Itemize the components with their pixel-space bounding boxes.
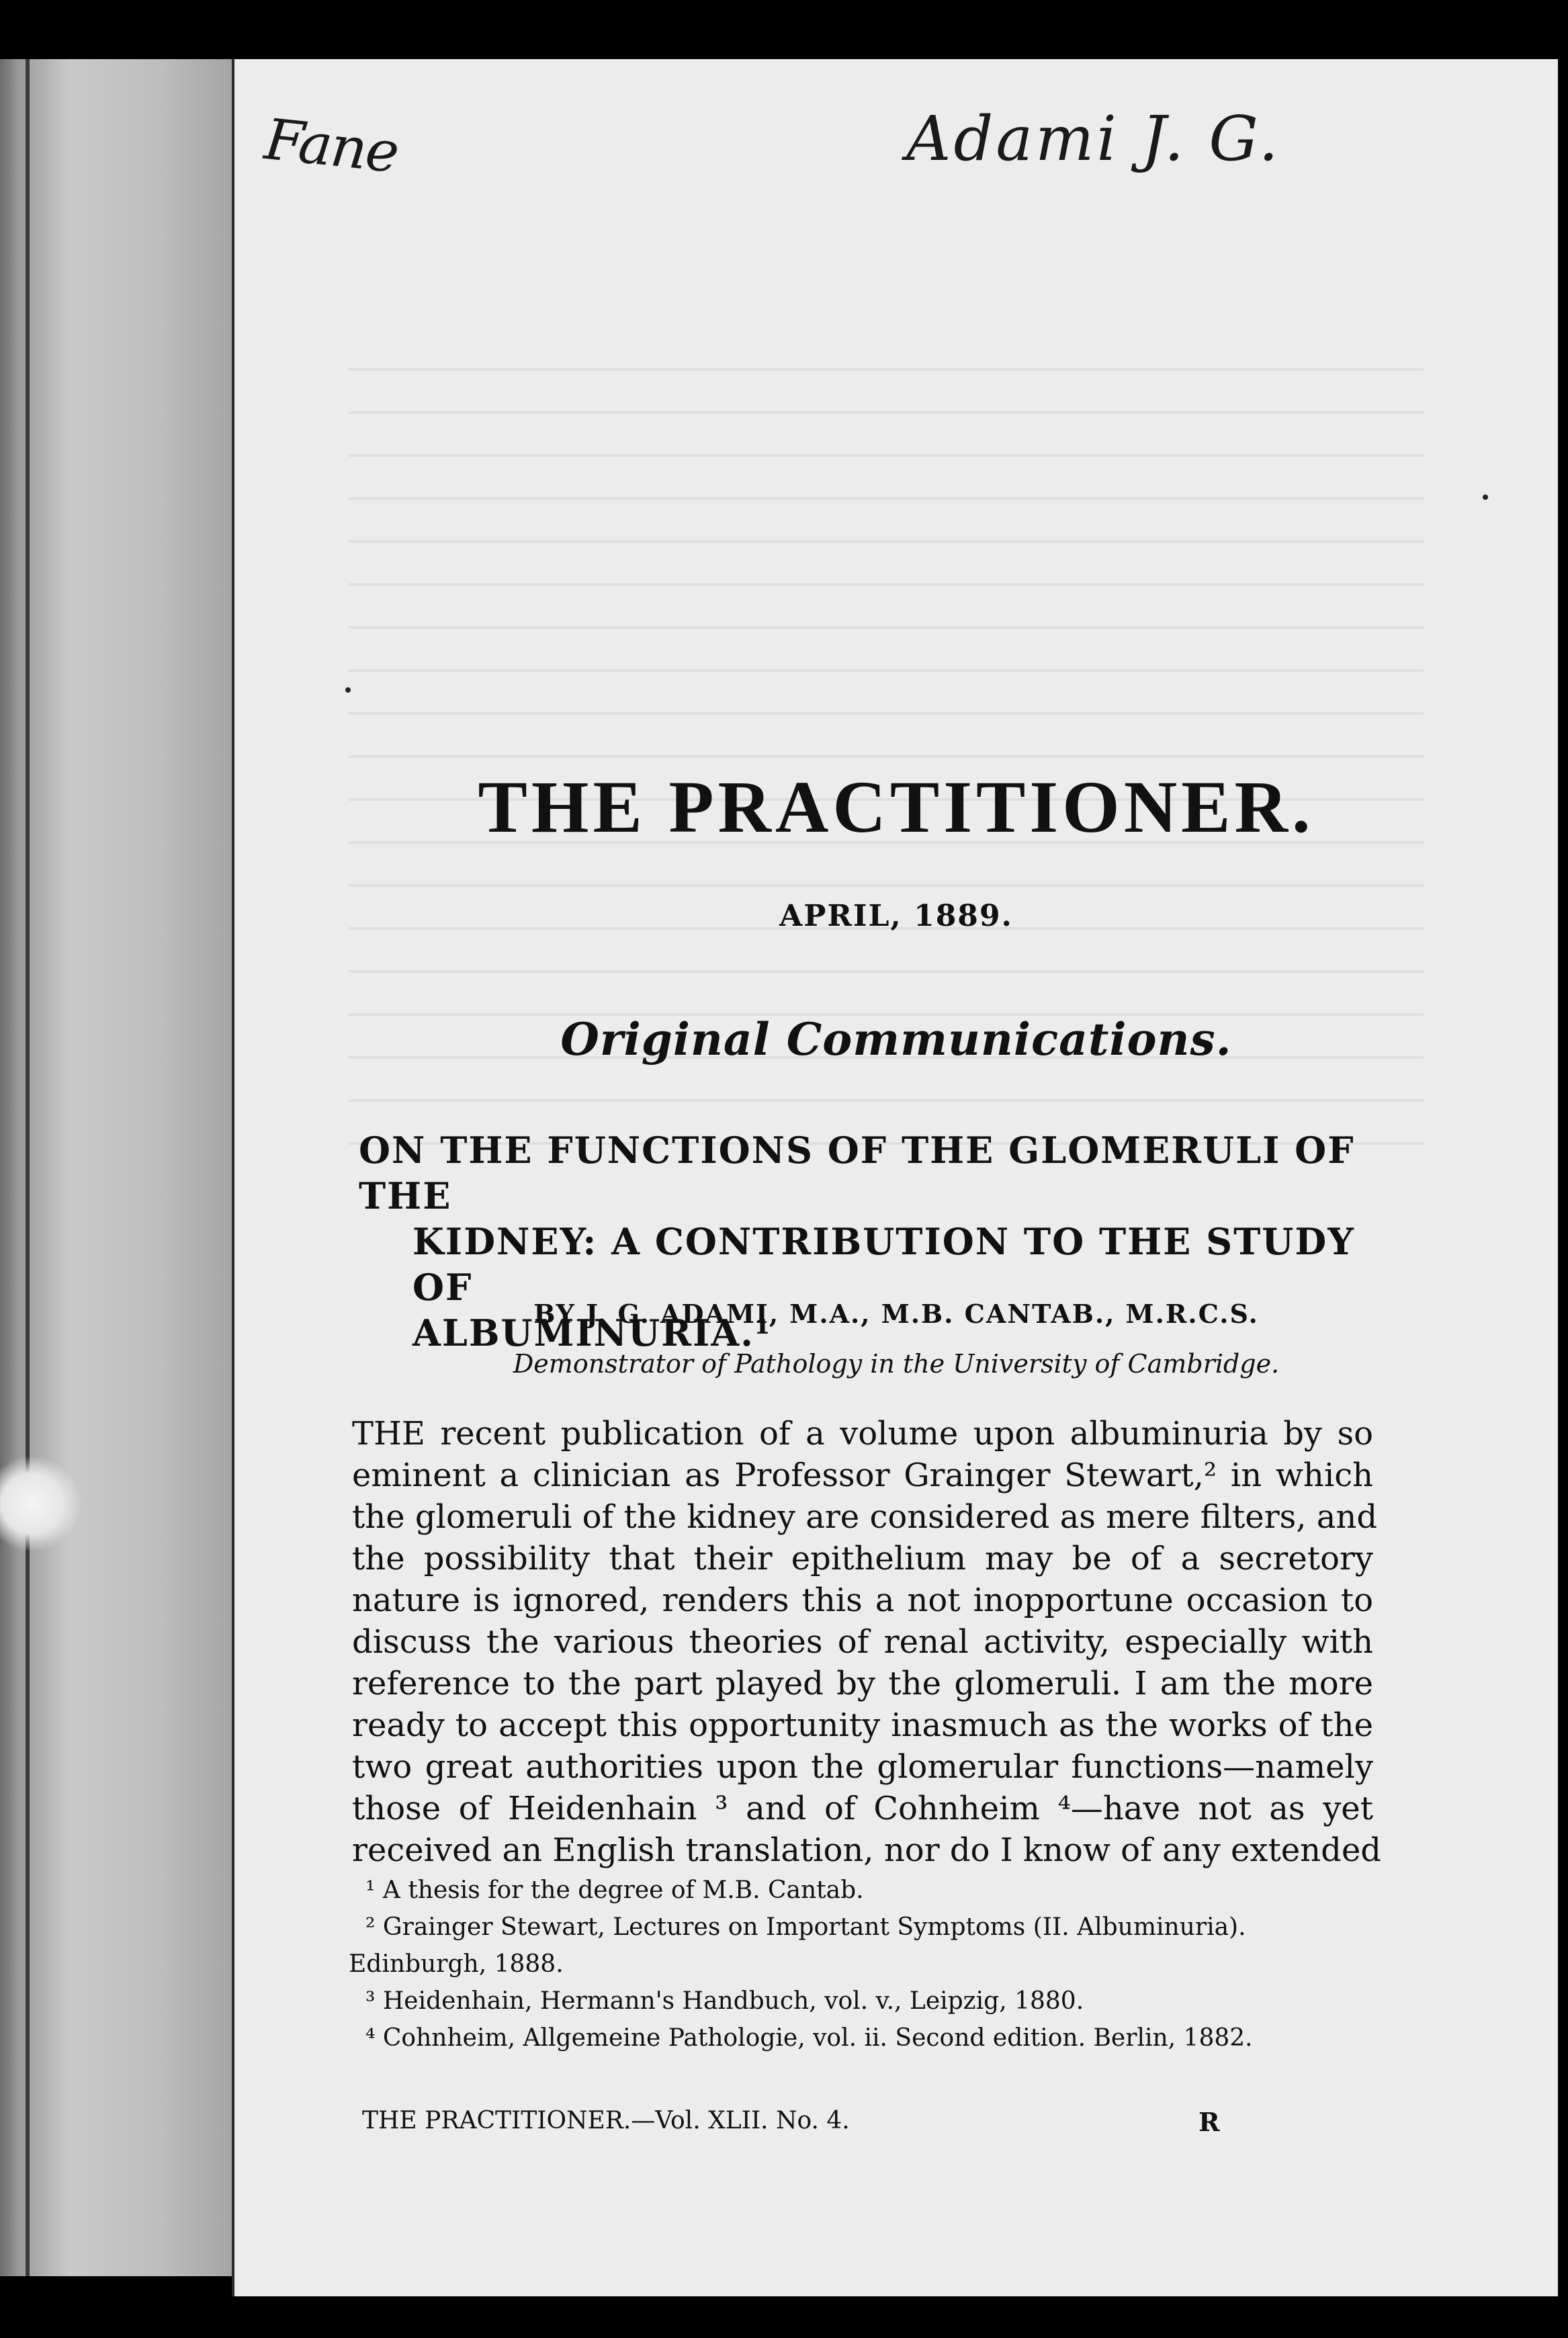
handwritten-note-left: Fane <box>261 105 402 186</box>
body-line: the glomeruli of the kidney are considered as mere filters, and <box>352 1498 1378 1536</box>
body-line: received an English translation, nor do I know of any extended <box>352 1831 1381 1869</box>
ink-speck <box>1483 494 1488 500</box>
journal-title: THE PRACTITIONER. <box>478 766 1315 848</box>
book-binding-gutter <box>0 59 232 2276</box>
body-line: discuss the various theories of renal activity, especially with <box>352 1623 1373 1661</box>
body-line: ready to accept this opportunity inasmuch as the works of the <box>352 1706 1373 1744</box>
footnote: ² Grainger Stewart, Lectures on Important Symptoms (II. Albuminuria). <box>365 1913 1246 1941</box>
footnote: Edinburgh, 1888. <box>349 1950 564 1978</box>
body-line: eminent a clinician as Professor Grainger Stewart,² in which <box>352 1457 1373 1494</box>
author-byline: BY J. G. ADAMI, M.A., M.B. CANTAB., M.R.C.S. <box>533 1299 1259 1329</box>
body-line: two great authorities upon the glomerular functions—namely <box>352 1748 1373 1786</box>
paper-blemish <box>0 1457 81 1551</box>
signature-mark: R <box>1199 2107 1220 2137</box>
footnote: ³ Heidenhain, Hermann's Handbuch, vol. v., Leipzig, 1880. <box>365 1987 1084 2015</box>
gutter-fold <box>26 59 30 2276</box>
body-line: THE recent publication of a volume upon albuminuria by so <box>352 1415 1373 1453</box>
author-affiliation: Demonstrator of Pathology in the University of Cambridge. <box>513 1349 1280 1379</box>
footnote: ¹ A thesis for the degree of M.B. Cantab. <box>365 1876 864 1904</box>
running-footer: THE PRACTITIONER.—Vol. XLII. No. 4. <box>362 2107 850 2134</box>
handwritten-note-right: Adami J. G. <box>906 103 1281 175</box>
ink-speck <box>345 687 351 693</box>
article-title-line: ALBUMINURIA.¹ <box>412 1311 772 1354</box>
body-line: the possibility that their epithelium may be of a secretory <box>352 1540 1373 1577</box>
footnote: ⁴ Cohnheim, Allgemeine Pathologie, vol. ii. Second edition. Berlin, 1882. <box>365 2024 1253 2052</box>
issue-date: APRIL, 1889. <box>779 899 1013 933</box>
body-line: those of Heidenhain ³ and of Cohnheim ⁴—have not as yet <box>352 1790 1373 1827</box>
article-title-line: ON THE FUNCTIONS OF THE GLOMERULI OF THE <box>359 1129 1355 1217</box>
page <box>232 59 1558 2296</box>
article-body <box>352 1413 1381 1871</box>
section-heading: Original Communications. <box>560 1013 1232 1066</box>
body-line: nature is ignored, renders this a not inopportune occasion to <box>352 1582 1373 1619</box>
body-line: reference to the part played by the glomeruli. I am the more <box>352 1665 1373 1702</box>
article-title-line: KIDNEY: A CONTRIBUTION TO THE STUDY OF <box>412 1220 1355 1309</box>
